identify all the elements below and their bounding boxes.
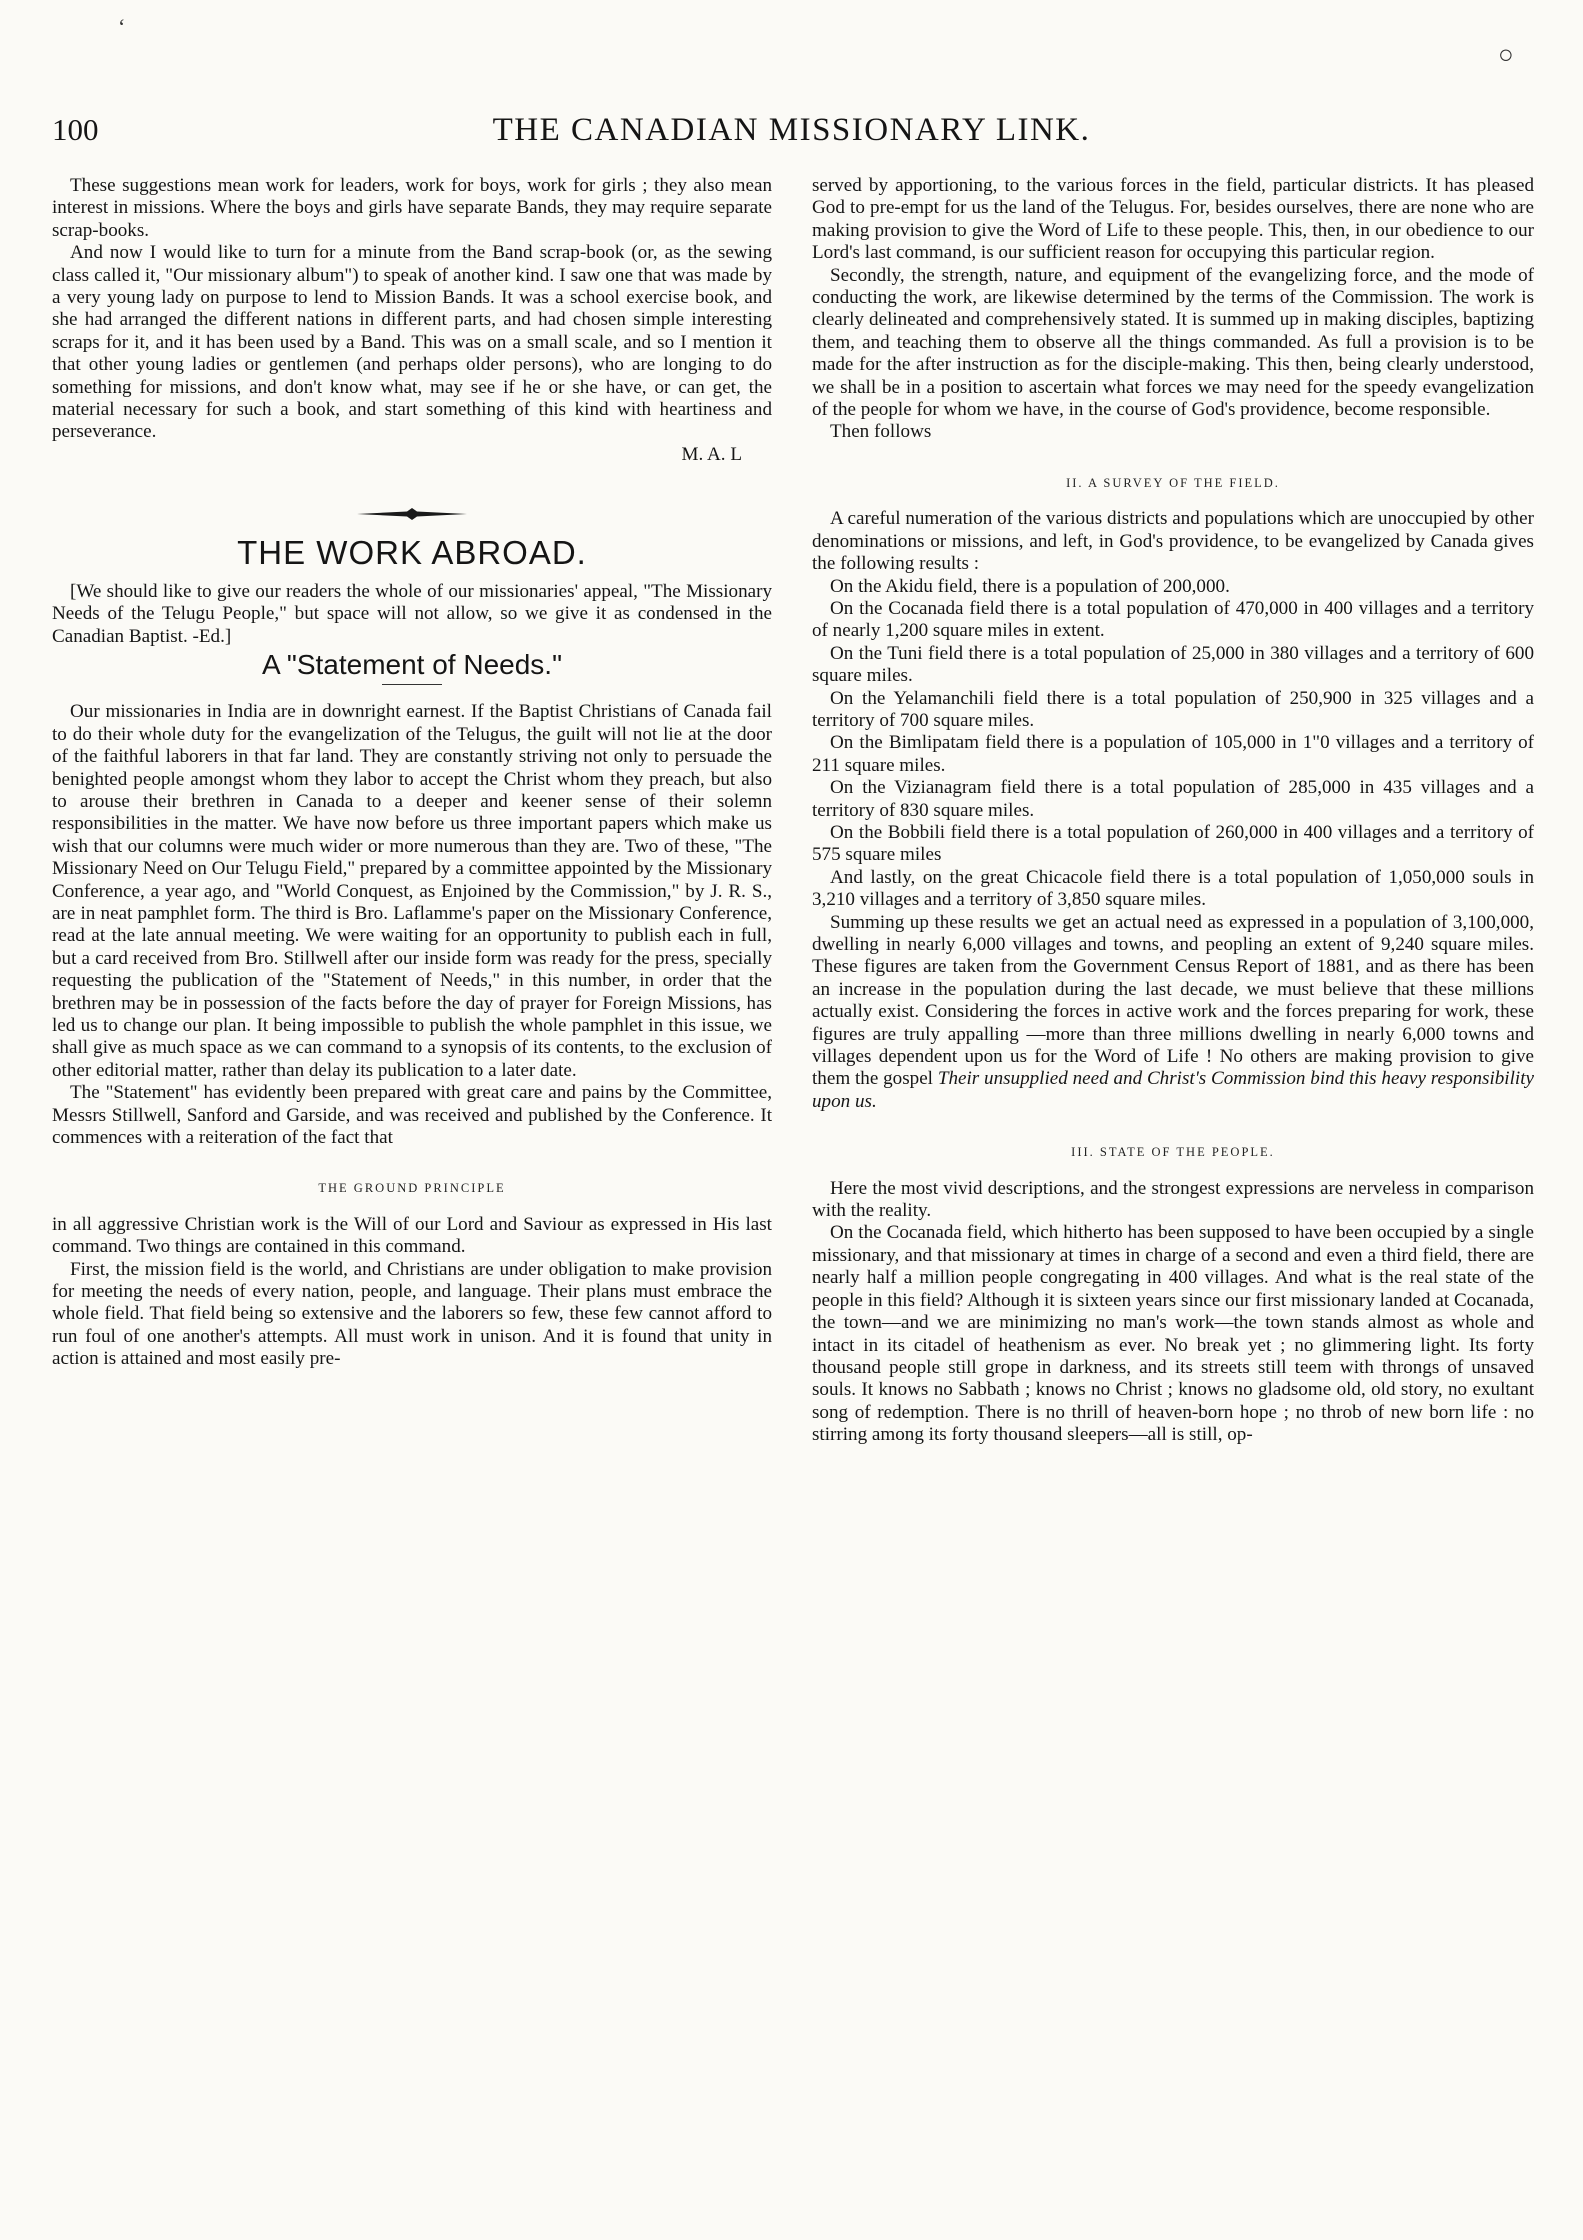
section-title: THE WORK ABROAD. (237, 534, 587, 572)
continued-paragraph: Then follows (830, 421, 932, 443)
signature: M. A. L (681, 443, 742, 465)
article-paragraph: Our missionaries in India are in downright earnest. If the Baptist Christians of Canada fail to do their whole duty for the evangelization of the Telugus, the guilt will not lie at the door of the faithful laborers in that far land. They are constantly striving not only to persuade the benighted people amongst whom they labor to accept the Christ whom they preach, but also to arouse their brethren in Canada to a deeper and keener sense of their solemn responsibilities in the matter. We have now before us three important papers which make us wish that our columns were much wider or more numerous than they are. Two of these, "The Missionary Need on Our Telugu Field," prepared by a committee appointed by the Missionary Conference, a year ago, and "World Conquest, as Enjoined by the Commission," by J. R. S., are in neat pamphlet form. The third is Bro. Laflamme's paper on the Missionary Conference, read at the late annual meeting. We were waiting for an opportunity to publish each in full, but a card received from Bro. Stillwell after our inside form was ready for the press, specially requesting the publication of the "Statement of Needs," in this number, in order that the brethren may be in possession of the facts before the day of prayer for Foreign Missions, has led us to change our plan. It being impossible to publish the whole pamphlet in this issue, we shall give as much space as we can command to a synopsis of its contents, to the exclusion of other editorial matter, rather than delay its publication to a later date. (52, 701, 772, 1081)
state-paragraph: Here the most vivid descriptions, and the strongest expressions are nerveless in comparison with the reality. (812, 1177, 1534, 1222)
ground-paragraph: First, the mission field is the world, and Christians are under obligation to make provision for meeting the needs of every nation, people, and language. Their plans must embrace the whole field. That field being so extensive and the laborers so few, these few cannot afford to run foul of one another's attempts. All must work in unison. And it is found that unity in action is attained and most easily pre- (52, 1258, 772, 1370)
subhead-ground-principle: THE GROUND PRINCIPLE (318, 1181, 506, 1196)
survey-paragraph: On the Cocanada field there is a total population of 470,000 in 400 villages and a territory of nearly 1,200 square miles in extent. (812, 597, 1534, 642)
survey-italic-close: Their unsupplied need and Christ's Commission bind this heavy responsibility upon us. (812, 1068, 1535, 1112)
corner-mark: ○ (1498, 40, 1514, 69)
running-title: THE CANADIAN MISSIONARY LINK. (492, 112, 1091, 148)
continued-paragraph: Secondly, the strength, nature, and equipment of the evangelizing force, and the mode of conducting the work, are likewise determined by the terms of the Commission. The work is clearly delineated and comprehensively stated. It is summed up in making disciples, baptizing them, and teaching them to observe all the things commanded. As full a provision is to be made for the after instruction as for the disciple-making. This then, being clearly understood, we shall be in a position to ascertain what forces we may need for the speedy evangelization of the people for whom we have, in the course of God's providence, become responsible. (812, 264, 1534, 421)
intro-paragraph: And now I would like to turn for a minute from the Band scrap-book (or, as the sewing class called it, "Our missionary album") to speak of another kind. I saw one that was made by a very young lady on purpose to lend to Mission Bands. It was a school exercise book, and she had arranged the different nations in different parts, and had chosen simple interesting scraps for it, and it has been used by a Band. This was on a small scale, and so I mention it that other young ladies or gentlemen (and perhaps older persons), who are longing to do something for missions, and don't know what, may see if he or she have, or can get, the material necessary for such a book, and start something of this kind with heartiness and perseverance. (52, 242, 772, 443)
survey-paragraph: On the Bimlipatam field there is a population of 105,000 in 1"0 villages and a territory of 211 square miles. (812, 732, 1534, 776)
intro-paragraph: These suggestions mean work for leaders, work for boys, work for girls ; they also mean interest in missions. Where the boys and girls have separate Bands, they may require separate scrap-books. (52, 175, 772, 241)
survey-paragraph: On the Yelamanchili field there is a total population of 250,900 in 325 villages and a territory of 700 square miles. (812, 687, 1534, 731)
speck-mark: ‘ (118, 14, 126, 39)
survey-summary-paragraph (812, 912, 1534, 1114)
survey-summary-text: Summing up these results we get an actual need as expressed in a population of 3,100,000, dwelling in nearly 6,000 villages and towns, and peopling an extent of 9,240 square miles. These figures are taken from the Government Census Report of 1881, and as there has been an increase in the population during the last decade, we must believe that these millions actually exist. Considering the forces in active work and the forces preparing for work, these figures are truly appalling —more than three millions dwelling in nearly 6,000 towns and villages dependent upon us for the Word of Life ! No others are making provision to give them the gospel (812, 911, 1534, 1090)
survey-paragraph: And lastly, on the great Chicacole field there is a total population of 1,050,000 souls in 3,210 villages and a territory of 3,850 square miles. (812, 866, 1534, 911)
survey-paragraph: A careful numeration of the various districts and populations which are unoccupied by other denominations or missions, and left, in God's providence, to be evangelized by Canada gives the following results : (812, 508, 1534, 575)
subhead-state: III. STATE OF THE PEOPLE. (1071, 1145, 1275, 1160)
editor-note: [We should like to give our readers the whole of our missionaries' appeal, "The Missionary Needs of the Telugu People," but space will not allow, so we give it as condensed in the Canadian Baptist. -Ed.] (52, 580, 772, 647)
state-paragraph: On the Cocanada field, which hitherto has been supposed to have been occupied by a single missionary, and that missionary at times in charge of a second and even a third field, there are nearly half a million people congregating in 400 villages. And what is the real state of the people in this field? Although it is sixteen years since our first missionary landed at Cocanada, the town—and we are minimizing no man's work—the town stands almost as whole and intact in its citadel of heathenism as ever. No break yet ; no glimmering light. Its forty thousand people still grope in darkness, and its streets still teem with throngs of unsaved souls. It knows no Sabbath ; knows no Christ ; knows no gladsome old, old story, no exultant song of redemption. There is no thrill of heaven-born hope ; no throb of new born life : no stirring among its forty thousand sleepers—all is still, op- (812, 1222, 1534, 1446)
survey-paragraph: On the Vizianagram field there is a total population of 285,000 in 435 villages and a territory of 830 square miles. (812, 777, 1534, 821)
article-title: A "Statement of Needs." (261, 648, 563, 680)
title-rule (382, 684, 442, 685)
survey-paragraph: On the Tuni field there is a total population of 25,000 in 380 villages and a territory of 600 square miles. (812, 642, 1534, 687)
ornamental-rule (357, 508, 467, 520)
survey-paragraph: On the Akidu field, there is a population of 200,000. (830, 575, 1230, 597)
survey-paragraph: On the Bobbili field there is a total population of 260,000 in 400 villages and a territory of 575 square miles (812, 821, 1534, 866)
page-number: 100 (52, 112, 99, 147)
right-column (812, 175, 1534, 1447)
article-paragraph: The "Statement" has evidently been prepared with great care and pains by the Committee, Messrs Stillwell, Sanford and Garside, and was received and published by the Conference. It commences with a reiteration of the fact that (52, 1082, 772, 1149)
left-column (52, 175, 772, 1371)
continued-paragraph: served by apportioning, to the various forces in the field, particular districts. It has pleased God to pre-empt for us the land of the Telugus. For, besides ourselves, there are none who are making provision to give the Word of Life to these people. This, then, in our obedience to our Lord's last command, is our sufficient reason for occupying this particular region. (812, 175, 1534, 264)
ground-paragraph: in all aggressive Christian work is the Will of our Lord and Saviour as expressed in His last command. Two things are contained in this command. (52, 1213, 772, 1258)
subhead-survey: II. A SURVEY OF THE FIELD. (1066, 475, 1280, 490)
